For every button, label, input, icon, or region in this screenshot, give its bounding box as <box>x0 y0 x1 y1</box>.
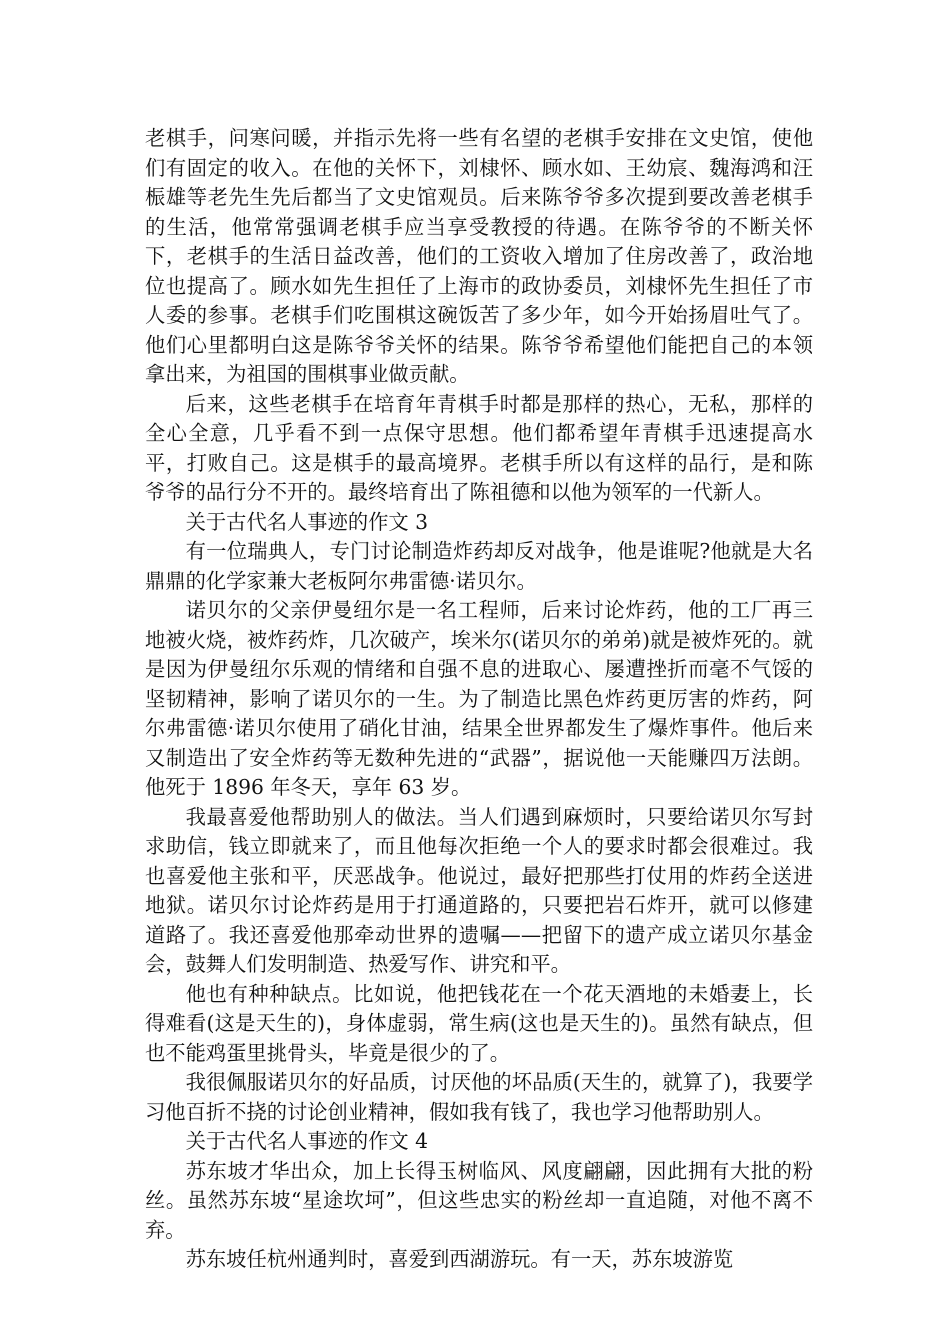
paragraph-su-dongpo-fans: 苏东坡才华出众，加上长得玉树临风、风度翩翩，因此拥有大批的粉丝。虽然苏东坡“星途坎坷”，但这些忠实的粉丝却一直追随，对他不离不弃。 <box>145 1158 813 1242</box>
paragraph-chess-masters-care: 老棋手，问寒问暖，并指示先将一些有名望的老棋手安排在文史馆，使他们有固定的收入。在他的关怀下，刘棣怀、顾水如、王幼宸、魏海鸿和汪桭雄等老先生先后都当了文史馆观员。后来陈爷爷多次提到要改善老棋手的生活，他常常强调老棋手应当享受教授的待遇。在陈爷爷的不断关怀下，老棋手的生活日益改善，他们的工资收入增加了住房改善了，政治地位也提高了。顾水如先生担任了上海市的政协委员，刘棣怀先生担任了市人委的参事。老棋手们吃围棋这碗饭苦了多少年，如今开始扬眉吐气了。他们心里都明白这是陈爷爷关怀的结果。陈爷爷希望他们能把自己的本领拿出来，为祖国的围棋事业做贡献。 <box>145 126 813 386</box>
section-heading-essay-4: 关于古代名人事迹的作文 4 <box>185 1129 429 1153</box>
paragraph-nobel-admired-traits: 我最喜爱他帮助别人的做法。当人们遇到麻烦时，只要给诺贝尔写封求助信，钱立即就来了，而且他每次拒绝一个人的要求时都会很难过。我也喜爱他主张和平，厌恶战争。他说过，最好把那些打仗用的炸药全送进地狱。诺贝尔讨论炸药是用于打通道路的，只要把岩石炸开，就可以修建道路了。我还喜爱他那牵动世界的遗嘱——把留下的遗产成立诺贝尔基金会，鼓舞人们发明制造、热爱写作、讲究和平。 <box>145 804 813 976</box>
paragraph-chess-masters-legacy: 后来，这些老棋手在培育年青棋手时都是那样的热心，无私，那样的全心全意，几乎看不到一点保守思想。他们都希望年青棋手迅速提高水平，打败自己。这是棋手的最高境界。老棋手所以有这样的品行，是和陈爷爷的品行分不开的。最终培育出了陈祖德和以他为领军的一代新人。 <box>145 391 813 504</box>
paragraph-nobel-shortcomings: 他也有种种缺点。比如说，他把钱花在一个花天酒地的未婚妻上，长得难看(这是天生的)，身体虚弱，常生病(这也是天生的)。虽然有缺点，但也不能鸡蛋里挑骨头，毕竟是很少的了。 <box>145 981 813 1065</box>
paragraph-nobel-history: 诺贝尔的父亲伊曼纽尔是一名工程师，后来讨论炸药，他的工厂再三地被火烧，被炸药炸，几次破产，埃米尔(诺贝尔的弟弟)就是被炸死的。就是因为伊曼纽尔乐观的情绪和自强不息的进取心、屡遭挫折而毫不气馁的坚韧精神，影响了诺贝尔的一生。为了制造比黑色炸药更厉害的炸药，阿尔弗雷德·诺贝尔使用了硝化甘油，结果全世界都发生了爆炸事件。他后来又制造出了安全炸药等无数种先进的“武器”，据说他一天能赚四万法朗。他死于 1896 年冬天，享年 63 岁。 <box>145 598 813 799</box>
document-page <box>145 124 813 1275</box>
section-heading-essay-3: 关于古代名人事迹的作文 3 <box>185 509 429 534</box>
paragraph-nobel-conclusion: 我很佩服诺贝尔的好品质，讨厌他的坏品质(天生的，就算了)，我要学习他百折不挠的讨论创业精神，假如我有钱了，我也学习他帮助别人。 <box>145 1070 813 1124</box>
paragraph-su-dongpo-west-lake: 苏东坡任杭州通判时，喜爱到西湖游玩。有一天，苏东坡游览 <box>185 1247 734 1271</box>
paragraph-nobel-intro: 有一位瑞典人，专门讨论制造炸药却反对战争，他是谁呢?他就是大名鼎鼎的化学家兼大老板阿尔弗雷德·诺贝尔。 <box>145 539 813 593</box>
